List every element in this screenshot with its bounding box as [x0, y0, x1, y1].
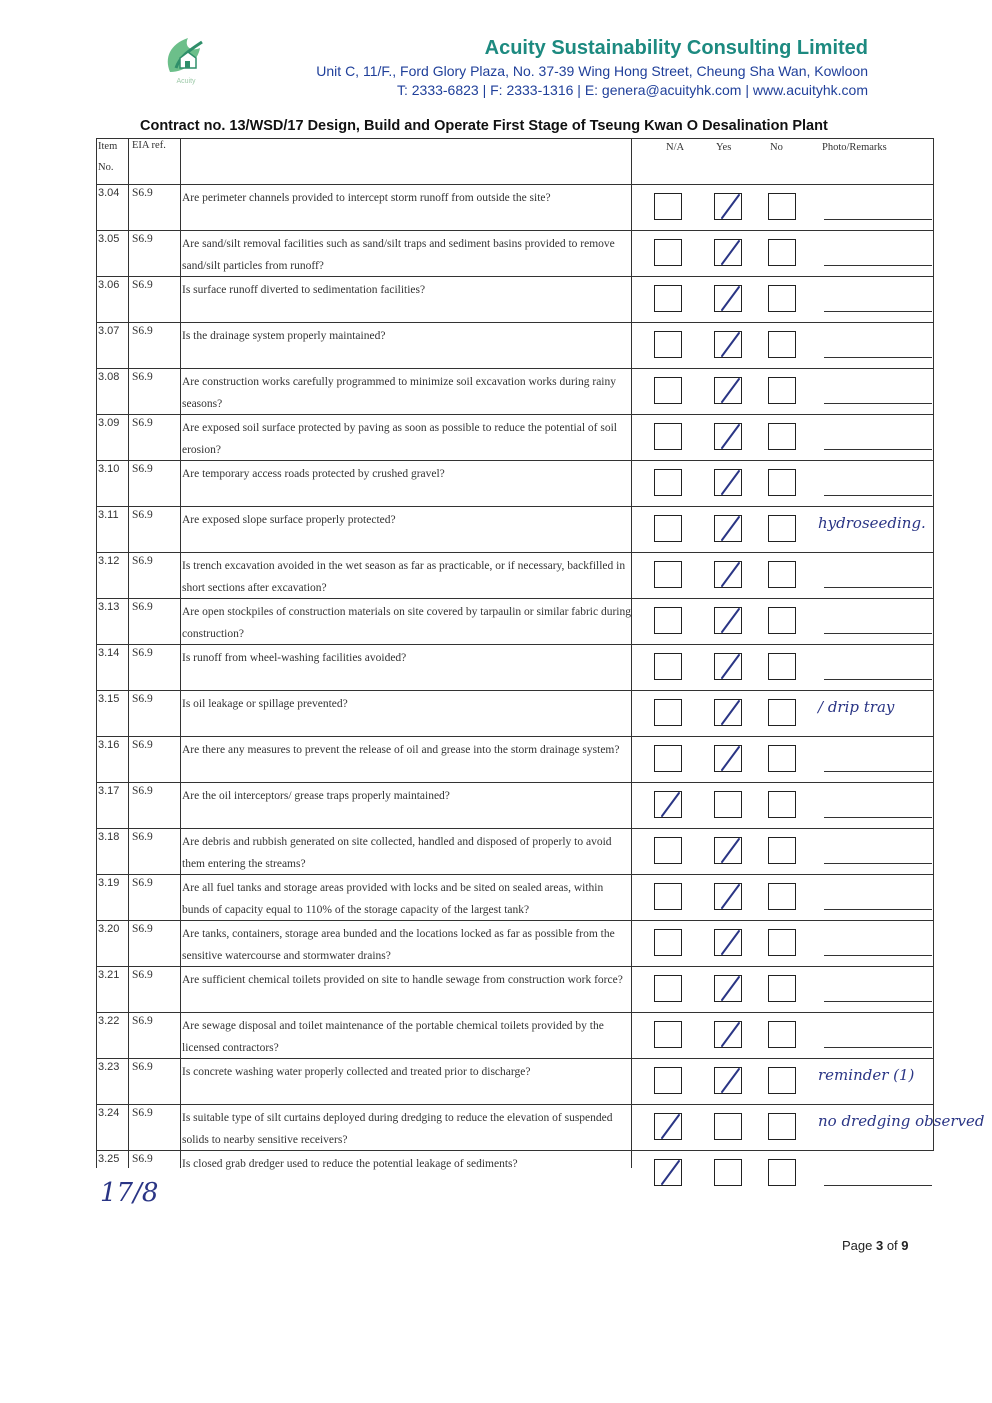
remarks-blank-line	[824, 587, 932, 588]
no-checkbox[interactable]	[768, 975, 796, 1002]
question-text: Is runoff from wheel-washing facilities avoided?	[182, 652, 407, 664]
eia-ref: S6.9	[132, 739, 153, 751]
company-address: Unit C, 11/F., Ford Glory Plaza, No. 37-39 Wing Hong Street, Cheung Sha Wan, Kowloon	[316, 63, 868, 79]
table-border-top	[96, 138, 934, 139]
question-text: Are perimeter channels provided to intercept storm runoff from outside the site?	[182, 192, 551, 204]
check-mark-icon	[712, 328, 746, 362]
item-number: 3.21	[98, 969, 120, 981]
yes-checkbox[interactable]	[714, 883, 742, 910]
check-mark-icon	[712, 466, 746, 500]
no-checkbox[interactable]	[768, 699, 796, 726]
row-divider	[96, 414, 934, 415]
eia-ref: S6.9	[132, 1107, 153, 1119]
eia-ref: S6.9	[132, 877, 153, 889]
item-number: 3.22	[98, 1015, 120, 1027]
handwritten-remark: reminder (1)	[818, 1066, 915, 1084]
yes-checkbox[interactable]	[714, 469, 742, 496]
row-divider	[96, 874, 934, 875]
table-row	[96, 276, 934, 322]
yes-checkbox[interactable]	[714, 791, 742, 818]
check-mark-icon	[712, 926, 746, 960]
page-total: 9	[901, 1238, 909, 1253]
check-mark-icon	[712, 742, 746, 776]
remarks-blank-line	[824, 1001, 932, 1002]
remarks-blank-line	[824, 449, 932, 450]
eia-ref: S6.9	[132, 509, 153, 521]
table-border-right	[933, 184, 934, 1150]
table-row	[96, 736, 934, 782]
no-checkbox[interactable]	[768, 1021, 796, 1048]
question-text: Are sand/silt removal facilities such as sand/silt traps and sediment basins provided to remove sand/silt particles from runoff?	[182, 238, 615, 272]
header-item-no: No.	[98, 162, 114, 173]
na-checkbox[interactable]	[654, 745, 682, 772]
item-number: 3.08	[98, 371, 120, 383]
na-checkbox[interactable]	[654, 423, 682, 450]
remarks-blank-line	[824, 817, 932, 818]
no-checkbox[interactable]	[768, 1067, 796, 1094]
yes-checkbox[interactable]	[714, 423, 742, 450]
item-number: 3.18	[98, 831, 120, 843]
na-checkbox[interactable]	[654, 929, 682, 956]
handwritten-remark: hydroseeding.	[818, 514, 926, 532]
no-checkbox[interactable]	[768, 423, 796, 450]
question-text: Are all fuel tanks and storage areas provided with locks and be sited on sealed areas, within bunds of capacity equal to 110% of the storage capacity of the largest tank?	[182, 882, 604, 916]
table-row	[96, 644, 934, 690]
check-mark-icon	[712, 1018, 746, 1052]
row-divider	[96, 1058, 934, 1059]
check-mark-icon	[652, 1110, 686, 1144]
no-checkbox[interactable]	[768, 285, 796, 312]
row-divider	[96, 460, 934, 461]
na-checkbox[interactable]	[654, 1067, 682, 1094]
yes-checkbox[interactable]	[714, 837, 742, 864]
check-mark-icon	[712, 972, 746, 1006]
question-text: Are sufficient chemical toilets provided on site to handle sewage from construction work force?	[182, 974, 623, 986]
table-row	[96, 460, 934, 506]
company-logo	[150, 28, 222, 98]
check-mark-icon	[712, 236, 746, 270]
question-text: Are temporary access roads protected by crushed gravel?	[182, 468, 445, 480]
row-divider	[96, 598, 934, 599]
table-row	[96, 1150, 934, 1196]
no-checkbox[interactable]	[768, 239, 796, 266]
eia-ref: S6.9	[132, 325, 153, 337]
remarks-blank-line	[824, 311, 932, 312]
item-number: 3.17	[98, 785, 120, 797]
eia-ref: S6.9	[132, 371, 153, 383]
header-photo-remarks: Photo/Remarks	[822, 142, 887, 153]
no-checkbox[interactable]	[768, 607, 796, 634]
remarks-blank-line	[824, 1185, 932, 1186]
question-text: Are debris and rubbish generated on site collected, handled and disposed of properly to avoid them entering the streams?	[182, 836, 612, 870]
row-divider	[96, 690, 934, 691]
item-number: 3.10	[98, 463, 120, 475]
no-checkbox[interactable]	[768, 1113, 796, 1140]
remarks-blank-line	[824, 357, 932, 358]
page-mid: of	[883, 1238, 902, 1253]
check-mark-icon	[712, 1064, 746, 1098]
row-divider	[96, 828, 934, 829]
eia-ref: S6.9	[132, 969, 153, 981]
row-divider	[96, 230, 934, 231]
remarks-blank-line	[824, 955, 932, 956]
yes-checkbox[interactable]	[714, 515, 742, 542]
item-number: 3.11	[98, 509, 119, 521]
yes-checkbox[interactable]	[714, 607, 742, 634]
yes-checkbox[interactable]	[714, 975, 742, 1002]
item-number: 3.04	[98, 187, 120, 199]
eia-ref: S6.9	[132, 555, 153, 567]
row-divider	[96, 368, 934, 369]
table-row	[96, 1012, 934, 1058]
na-checkbox[interactable]	[654, 239, 682, 266]
item-number: 3.14	[98, 647, 120, 659]
check-mark-icon	[712, 558, 746, 592]
question-text: Is surface runoff diverted to sedimentation facilities?	[182, 284, 426, 296]
check-mark-icon	[712, 512, 746, 546]
no-checkbox[interactable]	[768, 791, 796, 818]
item-number: 3.06	[98, 279, 120, 291]
remarks-blank-line	[824, 495, 932, 496]
item-number: 3.16	[98, 739, 120, 751]
yes-checkbox[interactable]	[714, 193, 742, 220]
na-checkbox[interactable]	[654, 469, 682, 496]
table-row	[96, 368, 934, 414]
no-checkbox[interactable]	[768, 469, 796, 496]
no-checkbox[interactable]	[768, 561, 796, 588]
no-checkbox[interactable]	[768, 745, 796, 772]
yes-checkbox[interactable]	[714, 1113, 742, 1140]
no-checkbox[interactable]	[768, 1159, 796, 1186]
no-checkbox[interactable]	[768, 515, 796, 542]
item-number: 3.13	[98, 601, 120, 613]
header-na: N/A	[666, 142, 685, 153]
header-yes: Yes	[716, 142, 732, 153]
eia-ref: S6.9	[132, 785, 153, 797]
row-divider	[96, 1104, 934, 1105]
page-prefix: Page	[842, 1238, 876, 1253]
table-row	[96, 828, 934, 874]
handwritten-remark: / drip tray	[818, 698, 895, 716]
no-checkbox[interactable]	[768, 331, 796, 358]
remarks-blank-line	[824, 863, 932, 864]
page-current: 3	[875, 1238, 884, 1253]
item-number: 3.20	[98, 923, 120, 935]
check-mark-icon	[712, 374, 746, 408]
table-row	[96, 552, 934, 598]
na-checkbox[interactable]	[654, 837, 682, 864]
row-divider	[96, 276, 934, 277]
row-divider	[96, 782, 934, 783]
table-row	[96, 1058, 934, 1104]
row-divider	[96, 506, 934, 507]
row-divider	[96, 552, 934, 553]
table-row	[96, 966, 934, 1012]
check-mark-icon	[712, 650, 746, 684]
remarks-blank-line	[824, 265, 932, 266]
question-text: Is closed grab dredger used to reduce the potential leakage of sediments?	[182, 1158, 518, 1170]
eia-ref: S6.9	[132, 601, 153, 613]
header-no: No	[770, 142, 783, 153]
remarks-blank-line	[824, 633, 932, 634]
no-checkbox[interactable]	[768, 883, 796, 910]
table-row	[96, 414, 934, 460]
question-text: Is suitable type of silt curtains deployed during dredging to reduce the elevation of suspended solids to nearby sensitive receivers?	[182, 1112, 613, 1146]
item-number: 3.19	[98, 877, 120, 889]
page-number	[842, 1238, 909, 1253]
no-checkbox[interactable]	[768, 653, 796, 680]
table-row	[96, 782, 934, 828]
header-item: Item	[98, 141, 118, 152]
table-row	[96, 230, 934, 276]
eia-ref: S6.9	[132, 923, 153, 935]
company-name: Acuity Sustainability Consulting Limited	[484, 37, 868, 59]
no-checkbox[interactable]	[768, 929, 796, 956]
question-text: Are tanks, containers, storage area bunded and the locations locked as far as possible from the sensitive watercourse and stormwater drains?	[182, 928, 615, 962]
item-number: 3.24	[98, 1107, 120, 1119]
check-mark-icon	[712, 834, 746, 868]
item-number: 3.12	[98, 555, 120, 567]
na-checkbox[interactable]	[654, 561, 682, 588]
no-checkbox[interactable]	[768, 377, 796, 404]
table-row	[96, 598, 934, 644]
check-mark-icon	[712, 604, 746, 638]
no-checkbox[interactable]	[768, 193, 796, 220]
eia-ref: S6.9	[132, 1153, 153, 1165]
na-checkbox[interactable]	[654, 791, 682, 818]
no-checkbox[interactable]	[768, 837, 796, 864]
row-divider	[96, 736, 934, 737]
na-checkbox[interactable]	[654, 285, 682, 312]
item-number: 3.15	[98, 693, 120, 705]
item-number: 3.05	[98, 233, 120, 245]
question-text: Are open stockpiles of construction materials on site covered by tarpaulin or similar fabric during construction?	[182, 606, 632, 640]
question-text: Are exposed slope surface properly protected?	[182, 514, 396, 526]
row-divider	[96, 644, 934, 645]
na-checkbox[interactable]	[654, 331, 682, 358]
na-checkbox[interactable]	[654, 883, 682, 910]
na-checkbox[interactable]	[654, 1021, 682, 1048]
leaf-house-logo-icon	[150, 28, 222, 80]
table-row	[96, 920, 934, 966]
na-checkbox[interactable]	[654, 1113, 682, 1140]
row-divider	[96, 1012, 934, 1013]
question-text: Are there any measures to prevent the release of oil and grease into the storm drainage system?	[182, 744, 620, 756]
yes-checkbox[interactable]	[714, 285, 742, 312]
question-text: Is trench excavation avoided in the wet season as far as practicable, or if necessary, backfilled in short sections after excavation?	[182, 560, 626, 594]
eia-ref: S6.9	[132, 417, 153, 429]
row-divider	[96, 1150, 934, 1151]
check-mark-icon	[712, 420, 746, 454]
header-eia-ref: EIA ref.	[132, 140, 166, 151]
yes-checkbox[interactable]	[714, 331, 742, 358]
na-checkbox[interactable]	[654, 699, 682, 726]
eia-ref: S6.9	[132, 1061, 153, 1073]
table-row	[96, 506, 934, 552]
remarks-blank-line	[824, 679, 932, 680]
eia-ref: S6.9	[132, 831, 153, 843]
row-divider	[96, 184, 934, 185]
check-mark-icon	[712, 880, 746, 914]
checklist-table	[96, 138, 985, 1170]
row-divider	[96, 920, 934, 921]
na-checkbox[interactable]	[654, 515, 682, 542]
eia-ref: S6.9	[132, 463, 153, 475]
row-divider	[96, 966, 934, 967]
eia-ref: S6.9	[132, 693, 153, 705]
remarks-blank-line	[824, 219, 932, 220]
check-mark-icon	[712, 696, 746, 730]
na-checkbox[interactable]	[654, 653, 682, 680]
na-checkbox[interactable]	[654, 607, 682, 634]
question-text: Are the oil interceptors/ grease traps properly maintained?	[182, 790, 450, 802]
yes-checkbox[interactable]	[714, 377, 742, 404]
question-text: Is oil leakage or spillage prevented?	[182, 698, 348, 710]
table-row	[96, 184, 934, 230]
eia-ref: S6.9	[132, 233, 153, 245]
logo-text: Acuity	[176, 78, 196, 85]
company-contact: T: 2333-6823 | F: 2333-1316 | E: genera@acuityhk.com | www.acuityhk.com	[396, 82, 868, 98]
na-checkbox[interactable]	[654, 1159, 682, 1186]
yes-checkbox[interactable]	[714, 239, 742, 266]
check-mark-icon	[712, 282, 746, 316]
question-text: Is concrete washing water properly collected and treated prior to discharge?	[182, 1066, 531, 1078]
item-number: 3.25	[98, 1153, 120, 1165]
table-row	[96, 322, 934, 368]
eia-ref: S6.9	[132, 187, 153, 199]
check-mark-icon	[652, 788, 686, 822]
question-text: Are sewage disposal and toilet maintenance of the portable chemical toilets provided by the licensed contractors?	[182, 1020, 604, 1054]
question-text: Is the drainage system properly maintained?	[182, 330, 386, 342]
contract-title: Contract no. 13/WSD/17 Design, Build and Operate First Stage of Tseung Kwan O Desalination Plant	[140, 118, 828, 134]
yes-checkbox[interactable]	[714, 929, 742, 956]
remarks-blank-line	[824, 771, 932, 772]
handwritten-note: 17/8	[100, 1178, 159, 1208]
check-mark-icon	[652, 1156, 686, 1190]
na-checkbox[interactable]	[654, 975, 682, 1002]
yes-checkbox[interactable]	[714, 1159, 742, 1186]
yes-checkbox[interactable]	[714, 653, 742, 680]
item-number: 3.07	[98, 325, 120, 337]
yes-checkbox[interactable]	[714, 699, 742, 726]
remarks-blank-line	[824, 909, 932, 910]
eia-ref: S6.9	[132, 647, 153, 659]
na-checkbox[interactable]	[654, 377, 682, 404]
table-row	[96, 690, 934, 736]
eia-ref: S6.9	[132, 279, 153, 291]
row-divider	[96, 322, 934, 323]
table-row	[96, 874, 934, 920]
check-mark-icon	[712, 190, 746, 224]
remarks-blank-line	[824, 403, 932, 404]
table-border-right-top	[933, 138, 934, 184]
eia-ref: S6.9	[132, 1015, 153, 1027]
yes-checkbox[interactable]	[714, 745, 742, 772]
item-number: 3.09	[98, 417, 120, 429]
remarks-blank-line	[824, 1047, 932, 1048]
yes-checkbox[interactable]	[714, 1067, 742, 1094]
handwritten-remark: no dredging observed	[818, 1112, 985, 1130]
yes-checkbox[interactable]	[714, 561, 742, 588]
question-text: Are construction works carefully programmed to minimize soil excavation works during rainy seasons?	[182, 376, 617, 410]
item-number: 3.23	[98, 1061, 120, 1073]
question-text: Are exposed soil surface protected by paving as soon as possible to reduce the potential of soil erosion?	[182, 422, 617, 456]
yes-checkbox[interactable]	[714, 1021, 742, 1048]
table-row	[96, 1104, 985, 1150]
na-checkbox[interactable]	[654, 193, 682, 220]
